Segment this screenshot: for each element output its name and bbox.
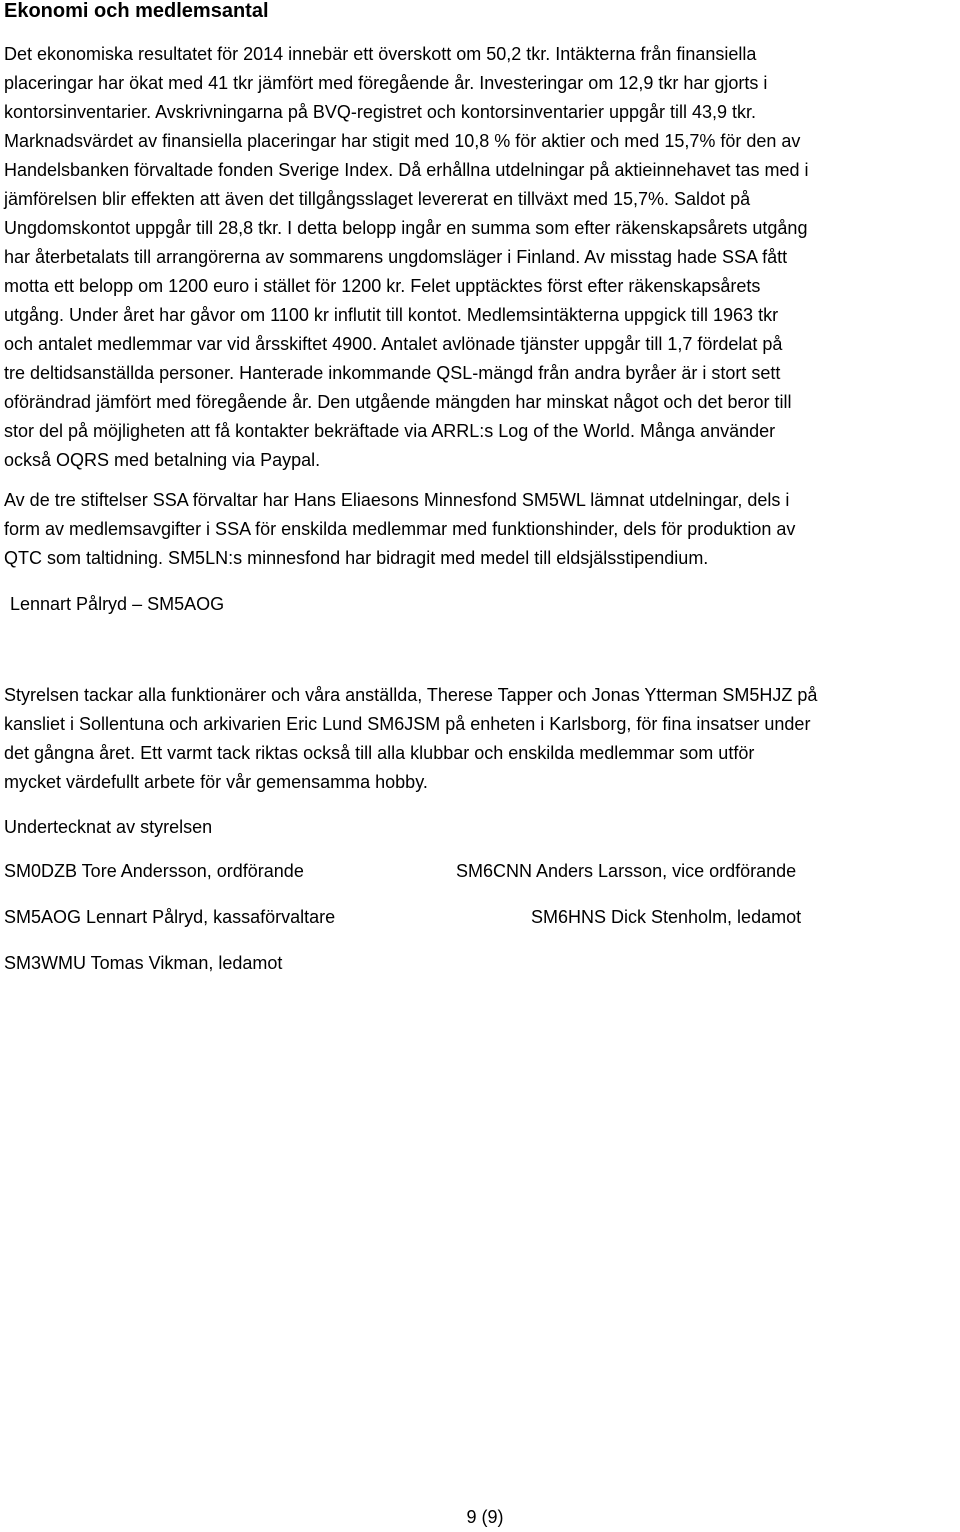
paragraph-line: mycket värdefullt arbete för vår gemensamma hobby.	[4, 772, 428, 792]
paragraph-line: kansliet i Sollentuna och arkivarien Eric Lund SM6JSM på enheten i Karlsborg, för fina insatser under	[4, 714, 811, 734]
paragraph-line: Handelsbanken förvaltade fonden Sverige Index. Då erhållna utdelningar på aktieinnehavet tas med i	[4, 160, 809, 180]
board-member: SM0DZB Tore Andersson, ordförande	[4, 861, 304, 881]
paragraph-line: också OQRS med betalning via Paypal.	[4, 450, 321, 470]
paragraph-line: utgång. Under året har gåvor om 1100 kr influtit till kontot. Medlemsintäkterna uppgick till 1963 tkr	[4, 305, 779, 325]
paragraph-line: det gångna året. Ett varmt tack riktas också till alla klubbar och enskilda medlemmar som utför	[4, 743, 755, 763]
paragraph-line: och antalet medlemmar var vid årsskiftet 4900. Antalet avlönade tjänster uppgår till 1,7 fördelat på	[4, 334, 783, 354]
paragraph-line: Styrelsen tackar alla funktionärer och våra anställda, Therese Tapper och Jonas Ytterman SM5HJZ på	[4, 685, 818, 705]
paragraph-line: Marknadsvärdet av finansiella placeringar har stigit med 10,8 % för aktier och med 15,7% för den av	[4, 131, 801, 151]
page-number: 9 (9)	[466, 1507, 504, 1527]
paragraph-line: oförändrad jämfört med föregående år. Den utgående mängden har minskat något och det beror till	[4, 392, 792, 412]
paragraph-line: motta ett belopp om 1200 euro i stället för 1200 kr. Felet upptäcktes först efter räkenskapsårets	[4, 276, 761, 296]
economy-paragraph	[4, 40, 960, 475]
paragraph-line: form av medlemsavgifter i SSA för enskilda medlemmar med funktionshinder, dels för produktion av	[4, 519, 796, 539]
paragraph-line: har återbetalats till arrangörerna av sommarens ungdomsläger i Finland. Av misstag hade SSA fått	[4, 247, 788, 267]
paragraph-line: placeringar har ökat med 41 tkr jämfört med föregående år. Investeringar om 12,9 tkr har gjorts i	[4, 73, 768, 93]
paragraph-line: jämförelsen blir effekten att även det tillgångsslaget levererat en tillväxt med 15,7%. Saldot på	[4, 189, 751, 209]
paragraph-line: stor del på möjligheten att få kontakter bekräftade via ARRL:s Log of the World. Många använder	[4, 421, 776, 441]
paragraph-line: kontorsinventarier. Avskrivningarna på BVQ-registret och kontorsinventarier uppgår till 43,9 tkr.	[4, 102, 757, 122]
board-member: SM3WMU Tomas Vikman, ledamot	[4, 953, 283, 973]
paragraph-line: Ungdomskontot uppgår till 28,8 tkr. I detta belopp ingår en summa som efter räkenskapsårets utgång	[4, 218, 808, 238]
section-heading: Ekonomi och medlemsantal	[4, 0, 269, 22]
thanks-paragraph	[4, 681, 960, 797]
board-member: SM5AOG Lennart Pålryd, kassaförvaltare	[4, 907, 336, 927]
author-signature: Lennart Pålryd – SM5AOG	[10, 594, 225, 614]
paragraph-line: Det ekonomiska resultatet för 2014 innebär ett överskott om 50,2 tkr. Intäkterna från finansiella	[4, 44, 757, 64]
signed-by-label: Undertecknat av styrelsen	[4, 817, 213, 837]
foundations-paragraph	[4, 486, 960, 573]
paragraph-line: QTC som taltidning. SM5LN:s minnesfond har bidragit med medel till eldsjälsstipendium.	[4, 548, 709, 568]
paragraph-line: Av de tre stiftelser SSA förvaltar har Hans Eliaesons Minnesfond SM5WL lämnat utdelningar, dels i	[4, 490, 790, 510]
board-member: SM6HNS Dick Stenholm, ledamot	[531, 907, 802, 927]
board-member: SM6CNN Anders Larsson, vice ordförande	[456, 861, 797, 881]
paragraph-line: tre deltidsanställda personer. Hanterade inkommande QSL-mängd från andra byråer är i stort sett	[4, 363, 781, 383]
